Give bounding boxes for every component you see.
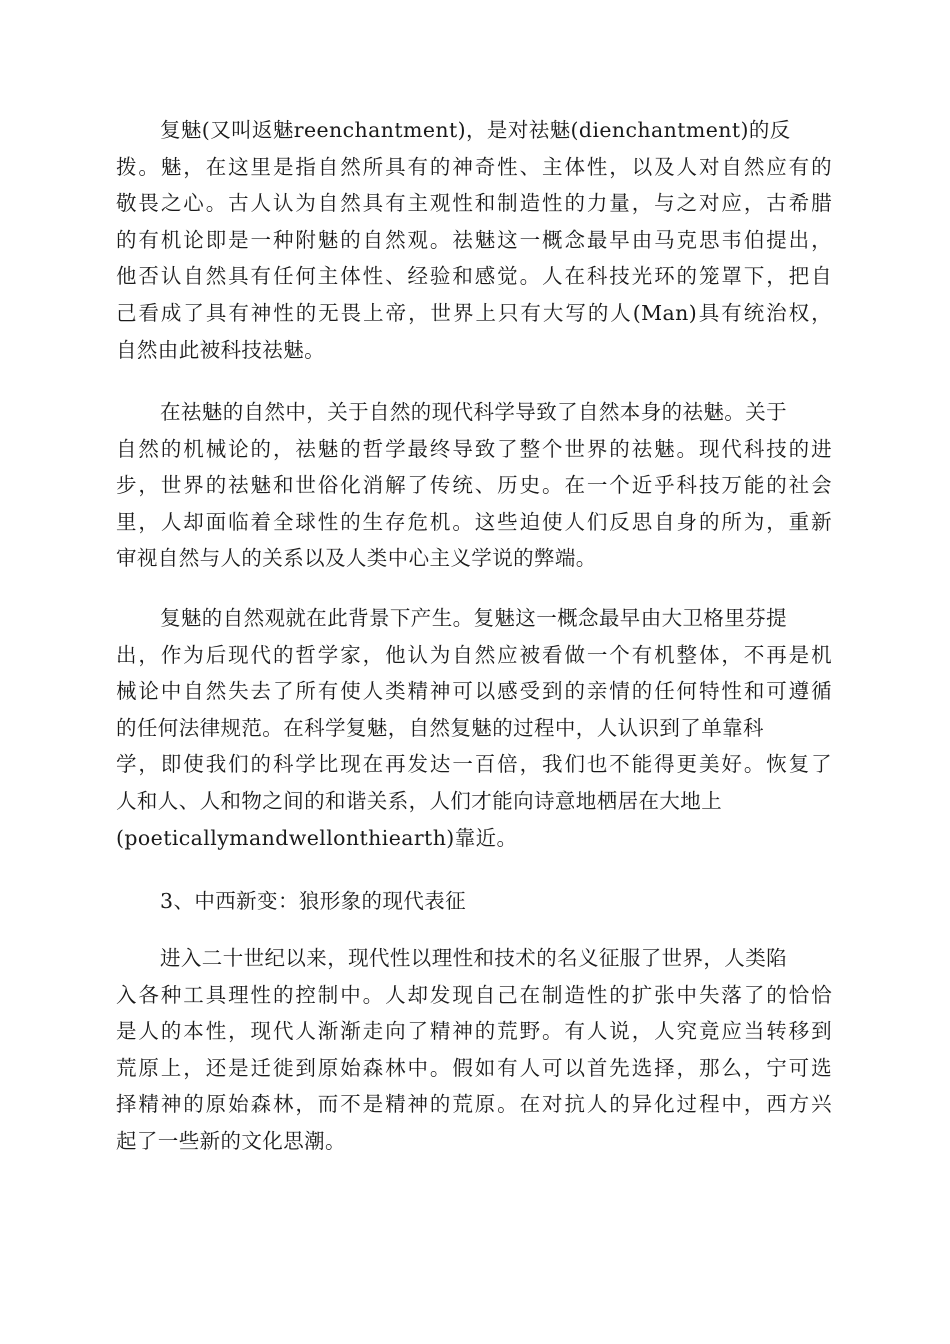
paragraph-line: 自然的机械论的，祛魅的哲学最终导致了整个世界的祛魅。现代科技的进: [116, 436, 832, 461]
paragraph-4: [116, 940, 832, 1160]
paragraph-1: [116, 112, 832, 368]
paragraph-line: 审视自然与人的关系以及人类中心主义学说的弊端。: [116, 546, 597, 571]
paragraph-line: 敬畏之心。古人认为自然具有主观性和制造性的力量，与之对应，古希腊: [116, 191, 832, 216]
paragraph-line: 是人的本性，现代人渐渐走向了精神的荒野。有人说，人究竟应当转移到: [116, 1019, 832, 1044]
section-heading: [116, 883, 832, 920]
paragraph-line: 械论中自然失去了所有使人类精神可以感受到的亲情的任何特性和可遵循: [116, 679, 832, 704]
paragraph-line: 入各种工具理性的控制中。人却发现自己在制造性的扩张中失落了的恰恰: [116, 982, 832, 1007]
paragraph-3: [116, 600, 832, 856]
paragraph-line: 人和人、人和物之间的和谐关系，人们才能向诗意地栖居在大地上: [116, 788, 723, 813]
paragraph-line: 择精神的原始森林，而不是精神的荒原。在对抗人的异化过程中，西方兴: [116, 1092, 832, 1117]
paragraph-line: 他否认自然具有任何主体性、经验和感觉。人在科技光环的笼罩下，把自: [116, 264, 832, 289]
paragraph-line: 步，世界的祛魅和世俗化消解了传统、历史。在一个近乎科技万能的社会: [116, 473, 832, 498]
paragraph-line: 拨。魅，在这里是指自然所具有的神奇性、主体性，以及人对自然应有的: [116, 154, 832, 179]
paragraph-line: 进入二十世纪以来，现代性以理性和技术的名义征服了世界，人类陷: [160, 946, 787, 970]
section-heading-text: 3、中西新变：狼形象的现代表征: [160, 889, 467, 913]
paragraph-line: 复魅的自然观就在此背景下产生。复魅这一概念最早由大卫格里芬提: [160, 606, 787, 630]
paragraph-line: 在祛魅的自然中，关于自然的现代科学导致了自然本身的祛魅。关于: [160, 400, 787, 424]
paragraph-line: 自然由此被科技祛魅。: [116, 337, 325, 362]
paragraph-line: 起了一些新的文化思潮。: [116, 1128, 346, 1153]
paragraph-line: 荒原上，还是迁徙到原始森林中。假如有人可以首先选择，那么，宁可选: [116, 1055, 832, 1080]
paragraph-2: [116, 394, 832, 577]
paragraph-line: 学，即使我们的科学比现在再发达一百倍，我们也不能得更美好。恢复了: [116, 752, 832, 777]
paragraph-line: (poeticallymandwellonthiearth)靠近。: [116, 825, 518, 850]
paragraph-line: 复魅(又叫返魅reenchantment)，是对祛魅(dienchantment)的反: [160, 118, 791, 142]
paragraph-line: 里，人却面临着全球性的生存危机。这些迫使人们反思自身的所为，重新: [116, 509, 832, 534]
paragraph-line: 己看成了具有神性的无畏上帝，世界上只有大写的人(Man)具有统治权，: [116, 300, 832, 325]
paragraph-line: 的任何法律规范。在科学复魅，自然复魅的过程中，人认识到了单靠科: [116, 715, 764, 740]
paragraph-line: 出，作为后现代的哲学家，他认为自然应被看做一个有机整体，不再是机: [116, 642, 832, 667]
paragraph-line: 的有机论即是一种附魅的自然观。祛魅这一概念最早由马克思韦伯提出，: [116, 227, 832, 252]
